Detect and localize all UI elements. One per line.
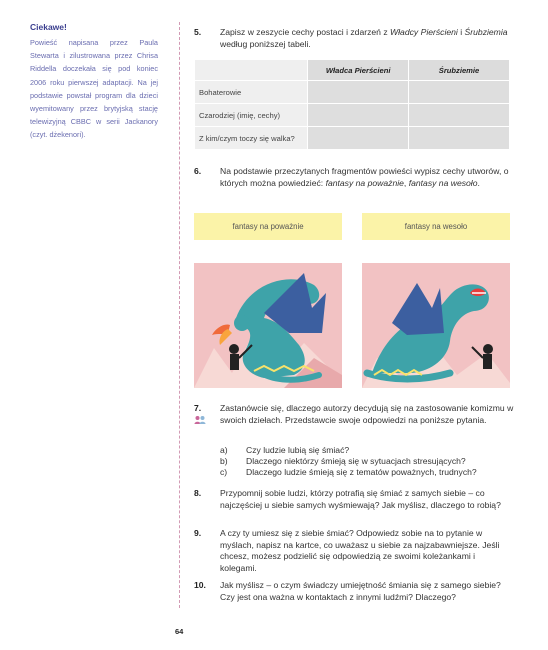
sidebar-title: Ciekawe! bbox=[30, 22, 67, 32]
page-number: 64 bbox=[175, 627, 184, 636]
task-7-text: Zastanówcie się, dlaczego autorzy decydują się na zastosowanie komizmu w swoich dziełach. Przedstawcie swoje odpowiedzi na poniższe pytania. bbox=[220, 403, 514, 425]
sidebar-text: Powieść napisana przez Paula Stewarta i zilustrowana przez Chrisa Riddella doczekała się pod koniec 2006 roku pierwszej adaptacji. Na jej podstawie powstał program dla dzieci wyemitowany przez brytyjską stację telewizyjną CBBC w serii Jackanory (czyt. dżekenori). bbox=[30, 38, 158, 140]
task-6-number: 6. bbox=[194, 166, 202, 176]
task-6 bbox=[194, 166, 514, 189]
task-5-number: 5. bbox=[194, 27, 202, 37]
table-header-row bbox=[195, 60, 510, 81]
sidebar-curiosity bbox=[30, 22, 158, 142]
table-cell bbox=[409, 127, 510, 150]
task-8 bbox=[194, 488, 514, 511]
task-9 bbox=[194, 528, 514, 574]
task-7-number: 7. bbox=[194, 403, 202, 413]
task-9-text: A czy ty umiesz się z siebie śmiać? Odpowiedz sobie na to pytanie w myślach, napisz na kartce, co uważasz u siebie za najzabawniejsze. Jeśli chcesz, możesz podzielić się odpowiedzią ze swoimi koleżankami i kolegami. bbox=[220, 528, 500, 573]
task-10 bbox=[194, 580, 514, 603]
table-cell bbox=[308, 104, 409, 127]
task-6-text: Na podstawie przeczytanych fragmentów powieści wypisz cechy utworów, o których można powiedzieć: fantasy na poważnie, fantasy na wesoło. bbox=[220, 166, 509, 188]
comparison-table bbox=[194, 59, 510, 150]
table-header-srubziemie: Śrubziemie bbox=[409, 60, 510, 81]
table-row-label: Z kim/czym toczy się walka? bbox=[195, 127, 308, 150]
question-a-letter: a) bbox=[220, 445, 228, 455]
table-row bbox=[195, 104, 510, 127]
task-8-number: 8. bbox=[194, 488, 202, 498]
task-7 bbox=[194, 403, 514, 426]
table-row bbox=[195, 81, 510, 104]
table-row-label: Bohaterowie bbox=[195, 81, 308, 104]
task-8-text: Przypomnij sobie ludzi, którzy potrafią się śmiać z samych siebie – co najczęściej u siebie samych wyśmiewają? Jak myślisz, dlaczego to robią? bbox=[220, 488, 501, 510]
table-row-label: Czarodziej (imię, cechy) bbox=[195, 104, 308, 127]
table-header-empty bbox=[195, 60, 308, 81]
dragon-knight-illustration-right bbox=[362, 263, 510, 388]
table-cell bbox=[308, 81, 409, 104]
pair-work-icon bbox=[194, 415, 206, 425]
answer-box-serious: fantasy na poważnie bbox=[194, 213, 342, 240]
dashed-divider bbox=[179, 22, 180, 608]
task-9-number: 9. bbox=[194, 528, 202, 538]
task-10-text: Jak myślisz – o czym świadczy umiejętność śmiania się z samego siebie? Czy jest ona ważna w kontaktach z innymi ludźmi? Dlaczego? bbox=[220, 580, 501, 602]
table-cell bbox=[308, 127, 409, 150]
question-c-text: Dlaczego ludzie śmieją się z tematów poważnych, trudnych? bbox=[246, 467, 477, 477]
table-cell bbox=[409, 104, 510, 127]
question-a-text: Czy ludzie lubią się śmiać? bbox=[246, 445, 350, 455]
table-header-lotr: Władca Pierścieni bbox=[308, 60, 409, 81]
question-b-text: Dlaczego niektórzy śmieją się w sytuacjach stresujących? bbox=[246, 456, 466, 466]
answer-box-funny: fantasy na wesoło bbox=[362, 213, 510, 240]
task-5 bbox=[194, 27, 514, 50]
task-10-number: 10. bbox=[194, 580, 206, 590]
table-cell bbox=[409, 81, 510, 104]
dragon-knight-illustration-left bbox=[194, 263, 342, 388]
question-b-letter: b) bbox=[220, 456, 228, 466]
question-c-letter: c) bbox=[220, 467, 228, 477]
table-row bbox=[195, 127, 510, 150]
task-5-text: Zapisz w zeszycie cechy postaci i zdarzeń z Władcy Pierścieni i Śrubziemia według poniższej tabeli. bbox=[220, 27, 508, 49]
